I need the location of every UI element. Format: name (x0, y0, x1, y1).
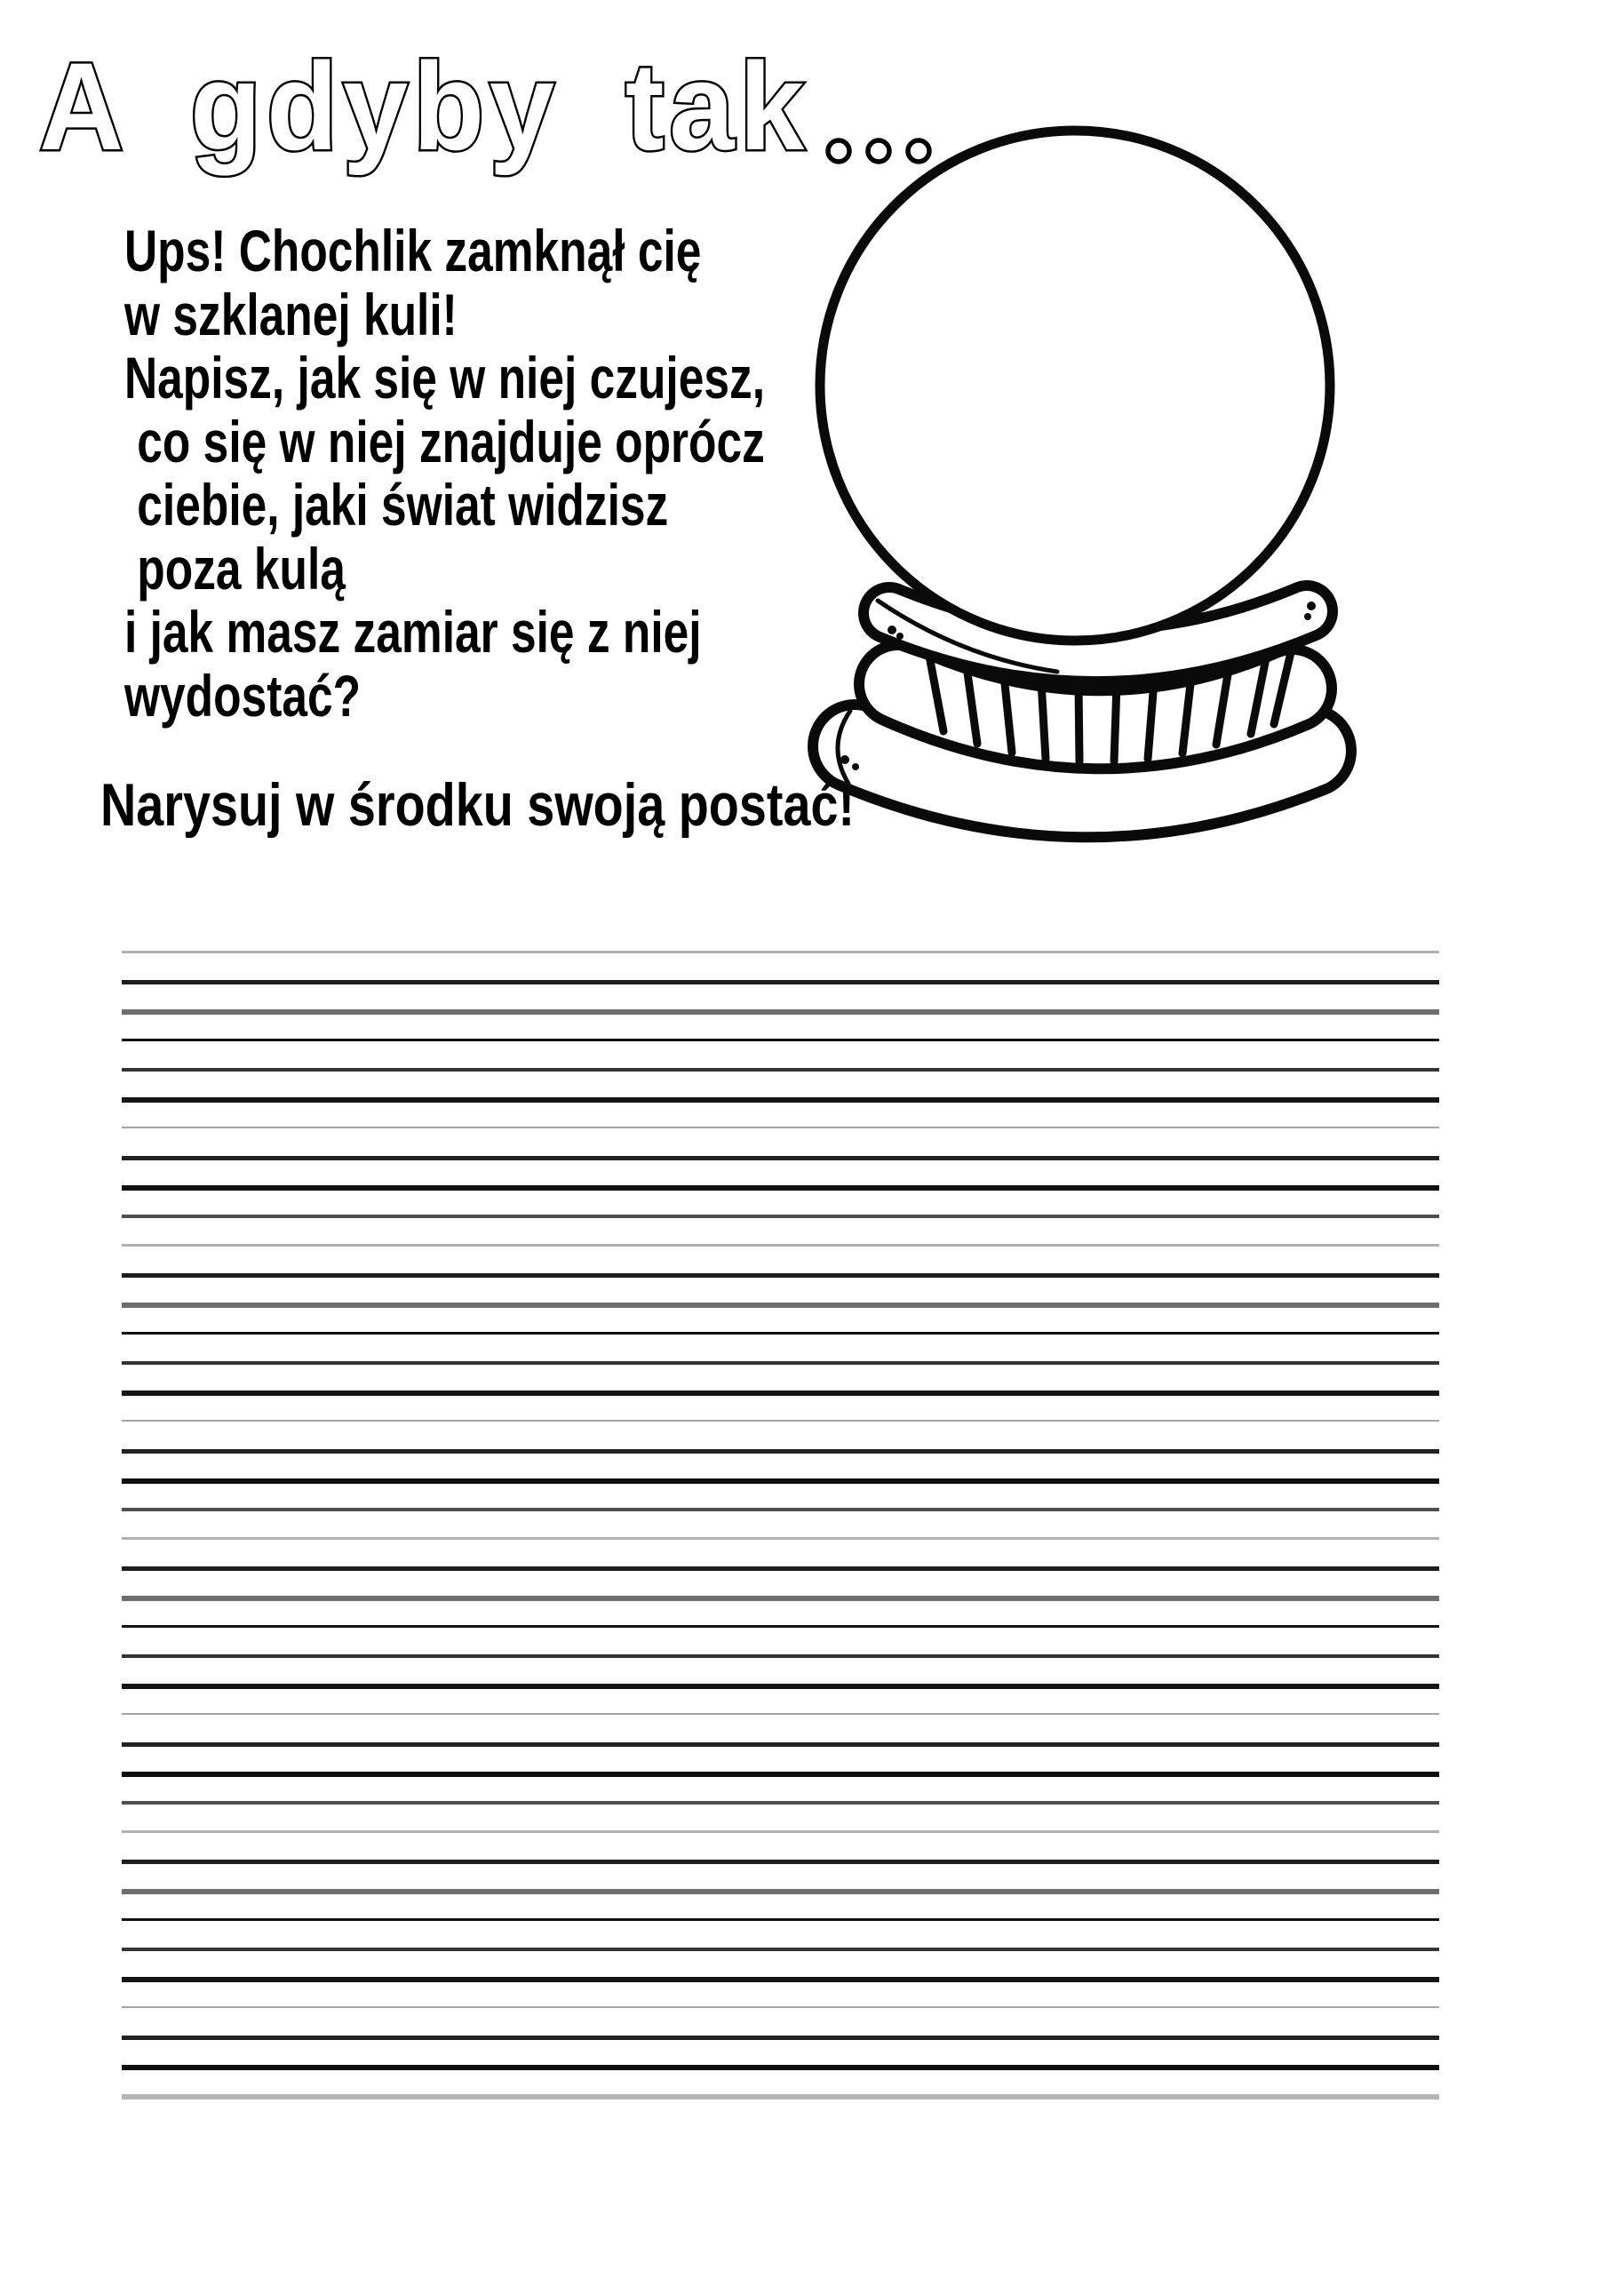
ruled-line (122, 1508, 1439, 1511)
ruled-line (122, 1772, 1439, 1777)
ruled-line (122, 1977, 1439, 1982)
ruled-line (122, 1918, 1439, 1921)
ruled-line (122, 2006, 1439, 2008)
ruled-line (122, 1478, 1439, 1484)
ruled-line (122, 1537, 1439, 1540)
ruled-line (122, 1244, 1439, 1247)
ruled-line (122, 1566, 1439, 1571)
intro-line: i jak masz zamiar się z niej (124, 599, 702, 665)
collar-dot (1304, 613, 1311, 620)
ruled-line (122, 1596, 1439, 1601)
collar-dot (896, 633, 904, 640)
ruled-line (122, 1185, 1439, 1191)
ruled-line (122, 1303, 1439, 1308)
ruled-line (122, 2036, 1439, 2040)
ruled-line (122, 1713, 1439, 1715)
ruled-line (122, 1625, 1439, 1628)
ruled-line (122, 1009, 1439, 1015)
ruled-line (122, 1860, 1439, 1864)
ruled-line (122, 1801, 1439, 1805)
intro-text (124, 219, 765, 728)
ruled-line (122, 1097, 1439, 1103)
ruled-line (122, 1390, 1439, 1396)
intro-line: Napisz, jak się w niej czujesz, (124, 345, 766, 410)
base-dot (852, 763, 859, 770)
ruled-line (122, 1948, 1439, 1951)
ruled-line (122, 1215, 1439, 1218)
intro-line: poza kulą (124, 535, 346, 602)
ruled-line (122, 1449, 1439, 1454)
ruled-line (122, 2065, 1439, 2070)
ruled-line (122, 1742, 1439, 1747)
intro-line: w szklanej kuli! (124, 281, 458, 347)
base-dot (840, 755, 849, 764)
ruled-line (122, 1039, 1439, 1041)
draw-prompt: Narysuj w środku swoją postać! (100, 771, 856, 839)
intro-line: ciebie, jaki świat widzisz (124, 472, 669, 538)
ruled-line (122, 1830, 1439, 1833)
title-text: A gdyby tak (39, 36, 809, 176)
ruled-line (122, 2094, 1439, 2100)
writing-lines-area (122, 951, 1439, 2102)
ruled-line (122, 1332, 1439, 1335)
ruled-line (122, 1889, 1439, 1894)
snow-globe-illustration (764, 98, 1404, 880)
globe-glass-sphere (820, 131, 1330, 641)
collar-dot (888, 626, 896, 634)
ruled-line (122, 1068, 1439, 1072)
intro-line: co się w niej znajduje oprócz (124, 408, 765, 474)
intro-line: Ups! Chochlik zamknął cię (124, 218, 702, 283)
ruled-line (122, 951, 1439, 953)
ruled-line (122, 1156, 1439, 1160)
ruled-line (122, 1361, 1439, 1365)
ruled-line (122, 1273, 1439, 1278)
ruled-line (122, 980, 1439, 984)
ruled-line (122, 1420, 1439, 1422)
ruled-line (122, 1127, 1439, 1128)
ruled-line (122, 1654, 1439, 1658)
intro-line: wydostać? (124, 662, 362, 729)
collar-dot (1307, 602, 1316, 610)
ruled-line (122, 1684, 1439, 1689)
